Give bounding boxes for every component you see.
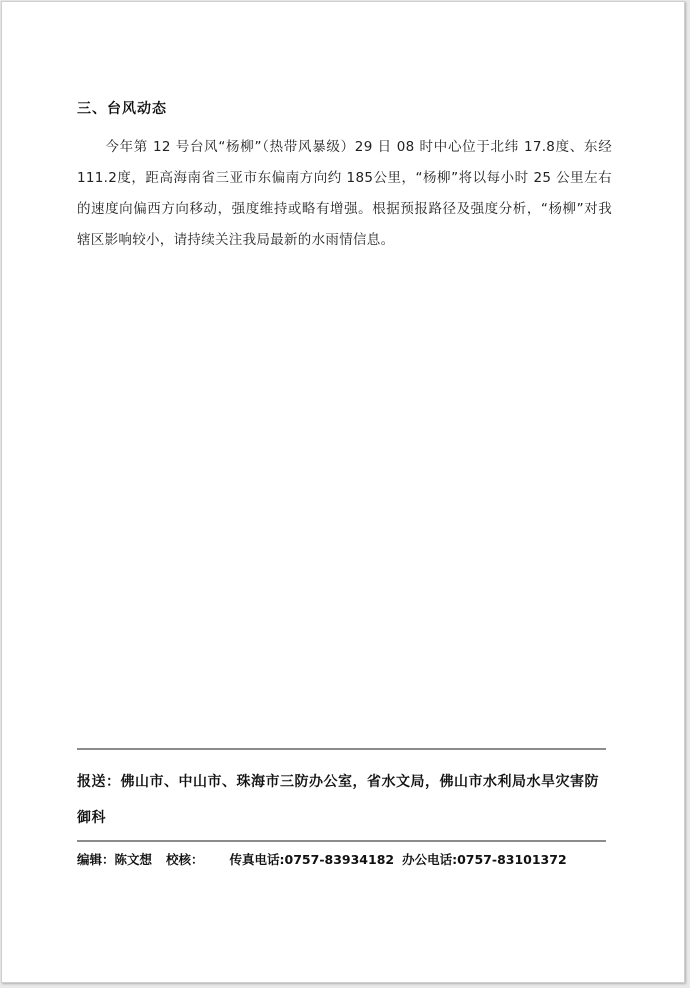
footer-divider-top: [77, 748, 606, 750]
document-page: [1, 1, 685, 983]
office-phone: 办公电话:0757-83101372: [402, 852, 567, 867]
footer-contact-line: [77, 850, 567, 868]
footer-divider-bottom: [77, 840, 606, 842]
section-title: 三、台风动态: [77, 101, 167, 117]
report-recipients: 报送：佛山市、中山市、珠海市三防办公室，省水文局，佛山市水利局水旱灾害防御科: [77, 774, 599, 826]
typhoon-paragraph-block: [77, 132, 612, 256]
fax-number: 传真电话:0757-83934182: [229, 852, 395, 867]
typhoon-paragraph: 今年第 12 号台风“杨柳”（热带风暴级）29 日 08 时中心位于北纬 17.8度、东经 111.2度，距高海南省三亚市东偏南方向约 185公里，“杨柳”将以每小时 25 公里左右的速度向偏西方向移动，强度维持或略有增强。根据预报路径及强度分析，“杨柳”对我辖区影响较小，请持续关注我局最新的水雨情信息。: [77, 139, 612, 248]
proofreader-label: 校核：: [166, 852, 204, 867]
editor-label: 编辑：陈文想: [77, 852, 153, 867]
